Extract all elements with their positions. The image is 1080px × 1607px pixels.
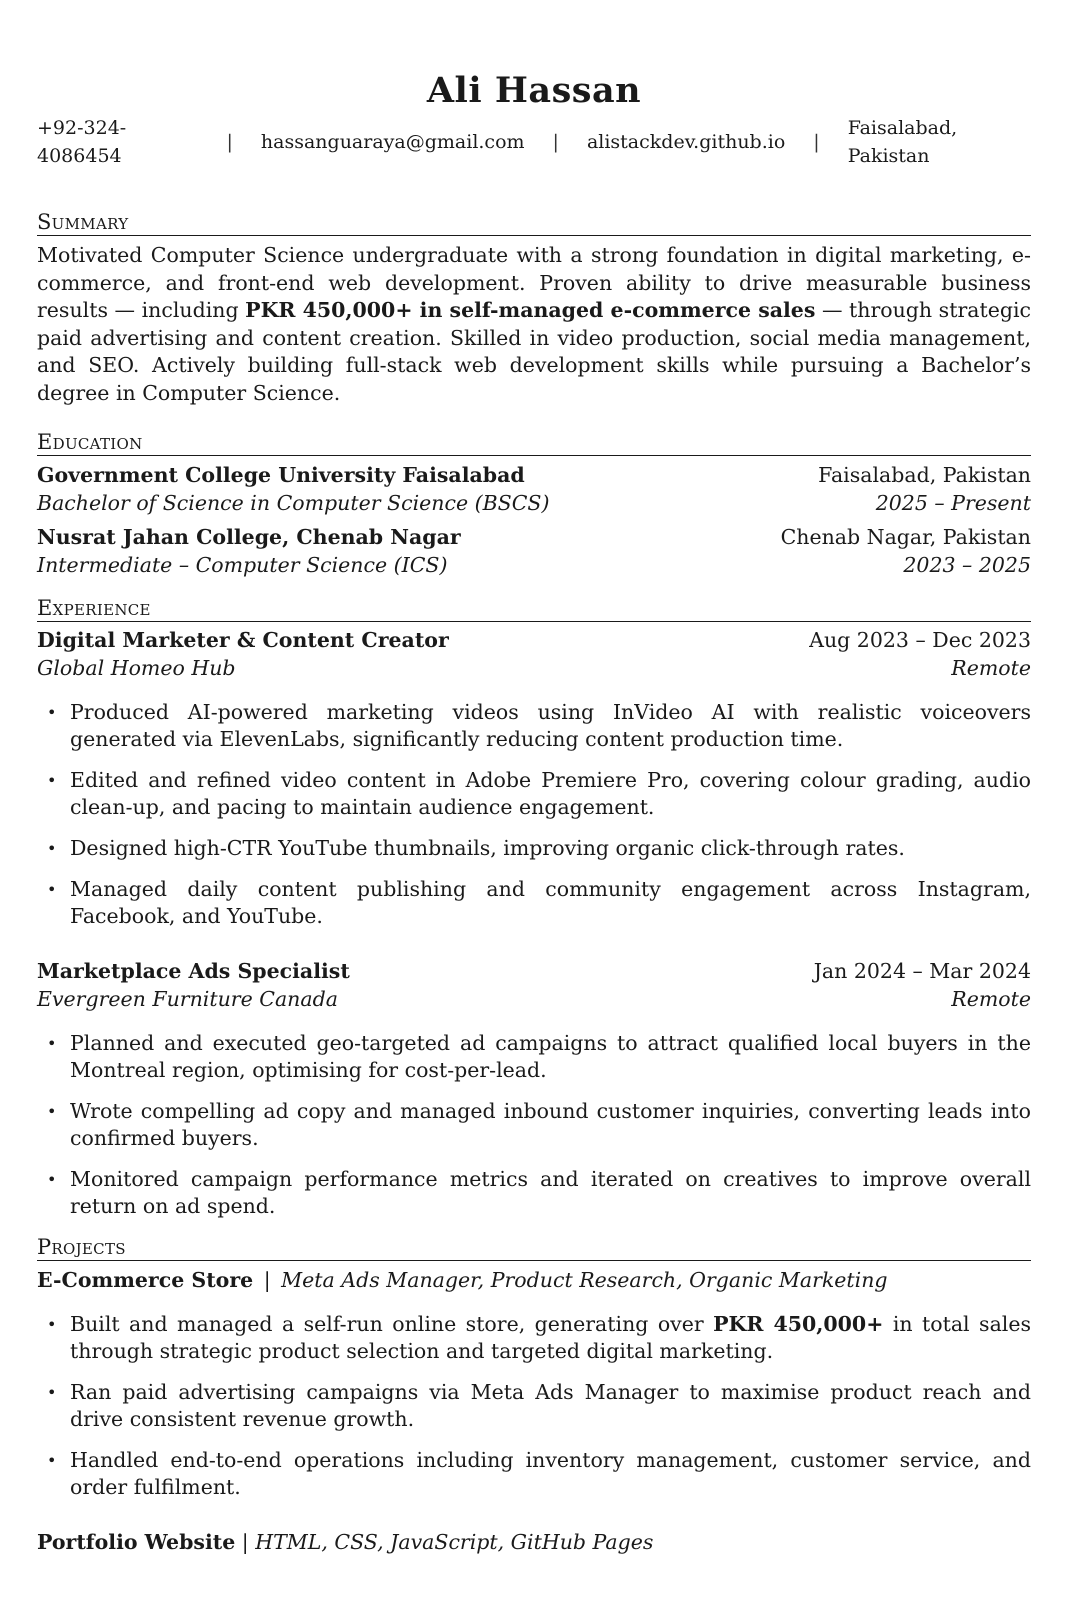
separator: | bbox=[241, 1530, 249, 1554]
bullet-text: Monitored campaign performance metrics and iterated on creatives to improve overall return on ad spend. bbox=[70, 1167, 1031, 1218]
website-link[interactable]: alistackdev.github.io bbox=[586, 131, 786, 153]
list-item bbox=[37, 1379, 1031, 1433]
bullet-text: Wrote compelling ad copy and managed inbound customer inquiries, converting leads into confirmed buyers. bbox=[70, 1099, 1031, 1150]
separator: | bbox=[226, 131, 233, 153]
summary-highlight: PKR 450,000+ in self-managed e-commerce sales bbox=[245, 298, 816, 322]
phone-text: +92-324-4086454 bbox=[37, 117, 127, 167]
bullet-text: Designed high-CTR YouTube thumbnails, improving organic click-through rates. bbox=[70, 836, 905, 860]
education-entry bbox=[37, 461, 1031, 517]
bullet-text: Managed daily content publishing and community engagement across Instagram, Facebook, and YouTube. bbox=[70, 877, 1031, 928]
job-role: Marketplace Ads Specialist bbox=[37, 959, 350, 983]
job-location: Remote bbox=[951, 656, 1031, 680]
project-bullets bbox=[37, 1311, 1031, 1501]
institution-name: Government College University Faisalabad bbox=[37, 463, 525, 487]
job-dates: Jan 2024 – Mar 2024 bbox=[813, 959, 1031, 983]
institution-name: Nusrat Jahan College, Chenab Nagar bbox=[37, 525, 461, 549]
degree-dates: 2025 – Present bbox=[875, 491, 1031, 515]
experience-heading: Experience bbox=[37, 595, 1031, 622]
bullet-highlight: PKR 450,000+ bbox=[713, 1312, 884, 1336]
job-bullets bbox=[37, 699, 1031, 930]
bullet-icon: • bbox=[47, 1383, 57, 1402]
institution-location: Faisalabad, Pakistan bbox=[818, 463, 1031, 487]
project-stack: HTML, CSS, JavaScript, GitHub Pages bbox=[255, 1530, 654, 1554]
list-item bbox=[37, 876, 1031, 930]
separator: | bbox=[813, 131, 820, 153]
candidate-name: Ali Hassan bbox=[426, 70, 642, 111]
education-heading: Education bbox=[37, 429, 1031, 456]
bullet-text: Planned and executed geo-targeted ad campaigns to attract qualified local buyers in the Montreal region, optimising for cost-per-lead. bbox=[70, 1031, 1031, 1082]
summary-text-2: — through strategic paid advertising and content creation. Skilled in video production, social media management, and SEO. Actively building full-stack web development skills while pursuing a Bachelor’s degree in Computer Science. bbox=[37, 298, 1031, 405]
job-company: Global Homeo Hub bbox=[37, 656, 236, 680]
projects-heading: Projects bbox=[37, 1234, 1031, 1261]
list-item bbox=[37, 1098, 1031, 1152]
summary-heading: Summary bbox=[37, 209, 1031, 236]
project-entry bbox=[37, 1528, 1031, 1556]
bullet-icon: • bbox=[47, 703, 57, 722]
bullet-text: in total sales through strategic product selection and targeted digital marketing. bbox=[70, 1312, 1031, 1363]
bullet-text: Ran paid advertising campaigns via Meta Ads Manager to maximise product reach and drive consistent revenue growth. bbox=[70, 1380, 1031, 1431]
summary-text-1: Motivated Computer Science undergraduate with a strong foundation in digital marketing, e-commerce, and front-end web development. Proven ability to drive measurable business results — including bbox=[37, 243, 1031, 322]
bullet-icon: • bbox=[47, 1034, 57, 1053]
separator: | bbox=[552, 131, 559, 153]
project-name: Portfolio Website bbox=[37, 1530, 236, 1554]
degree-dates: 2023 – 2025 bbox=[903, 553, 1031, 577]
list-item bbox=[37, 699, 1031, 753]
bullet-icon: • bbox=[47, 1315, 57, 1334]
bullet-icon: • bbox=[47, 1102, 57, 1121]
list-item bbox=[37, 767, 1031, 821]
job-location: Remote bbox=[951, 987, 1031, 1011]
bullet-icon: • bbox=[47, 1170, 57, 1189]
list-item bbox=[37, 1030, 1031, 1084]
bullet-icon: • bbox=[47, 771, 57, 790]
list-item bbox=[37, 835, 1031, 862]
bullet-text: Handled end-to-end operations including inventory management, customer service, and order fulfilment. bbox=[70, 1448, 1031, 1499]
job-bullets bbox=[37, 1030, 1031, 1220]
bullet-text: Built and managed a self-run online store, generating over bbox=[70, 1312, 714, 1336]
summary-paragraph bbox=[37, 242, 1031, 407]
project-stack: Meta Ads Manager, Product Research, Organic Marketing bbox=[281, 1268, 888, 1292]
degree-name: Intermediate – Computer Science (ICS) bbox=[37, 553, 448, 577]
list-item bbox=[37, 1166, 1031, 1220]
email-link[interactable]: hassanguaraya@gmail.com bbox=[260, 131, 525, 153]
bullet-text: Produced AI-powered marketing videos using InVideo AI with realistic voiceovers generated via ElevenLabs, significantly reducing content production time. bbox=[70, 700, 1031, 751]
bullet-icon: • bbox=[47, 839, 57, 858]
institution-location: Chenab Nagar, Pakistan bbox=[780, 525, 1031, 549]
contact-line bbox=[37, 114, 1031, 170]
list-item bbox=[37, 1447, 1031, 1501]
location-text: Faisalabad, Pakistan bbox=[847, 117, 958, 167]
resume-page bbox=[37, 0, 1031, 1556]
job-dates: Aug 2023 – Dec 2023 bbox=[809, 628, 1031, 652]
job-entry bbox=[37, 957, 1031, 1220]
job-entry bbox=[37, 626, 1031, 930]
separator: | bbox=[263, 1268, 271, 1292]
bullet-icon: • bbox=[47, 1451, 57, 1470]
project-entry bbox=[37, 1266, 1031, 1501]
bullet-text: Edited and refined video content in Adobe Premiere Pro, covering colour grading, audio clean-up, and pacing to maintain audience engagement. bbox=[70, 768, 1031, 819]
job-company: Evergreen Furniture Canada bbox=[37, 987, 338, 1011]
list-item bbox=[37, 1311, 1031, 1365]
project-name: E-Commerce Store bbox=[37, 1268, 254, 1292]
degree-name: Bachelor of Science in Computer Science (BSCS) bbox=[37, 491, 550, 515]
education-entry bbox=[37, 523, 1031, 579]
bullet-icon: • bbox=[47, 880, 57, 899]
job-role: Digital Marketer & Content Creator bbox=[37, 628, 449, 652]
